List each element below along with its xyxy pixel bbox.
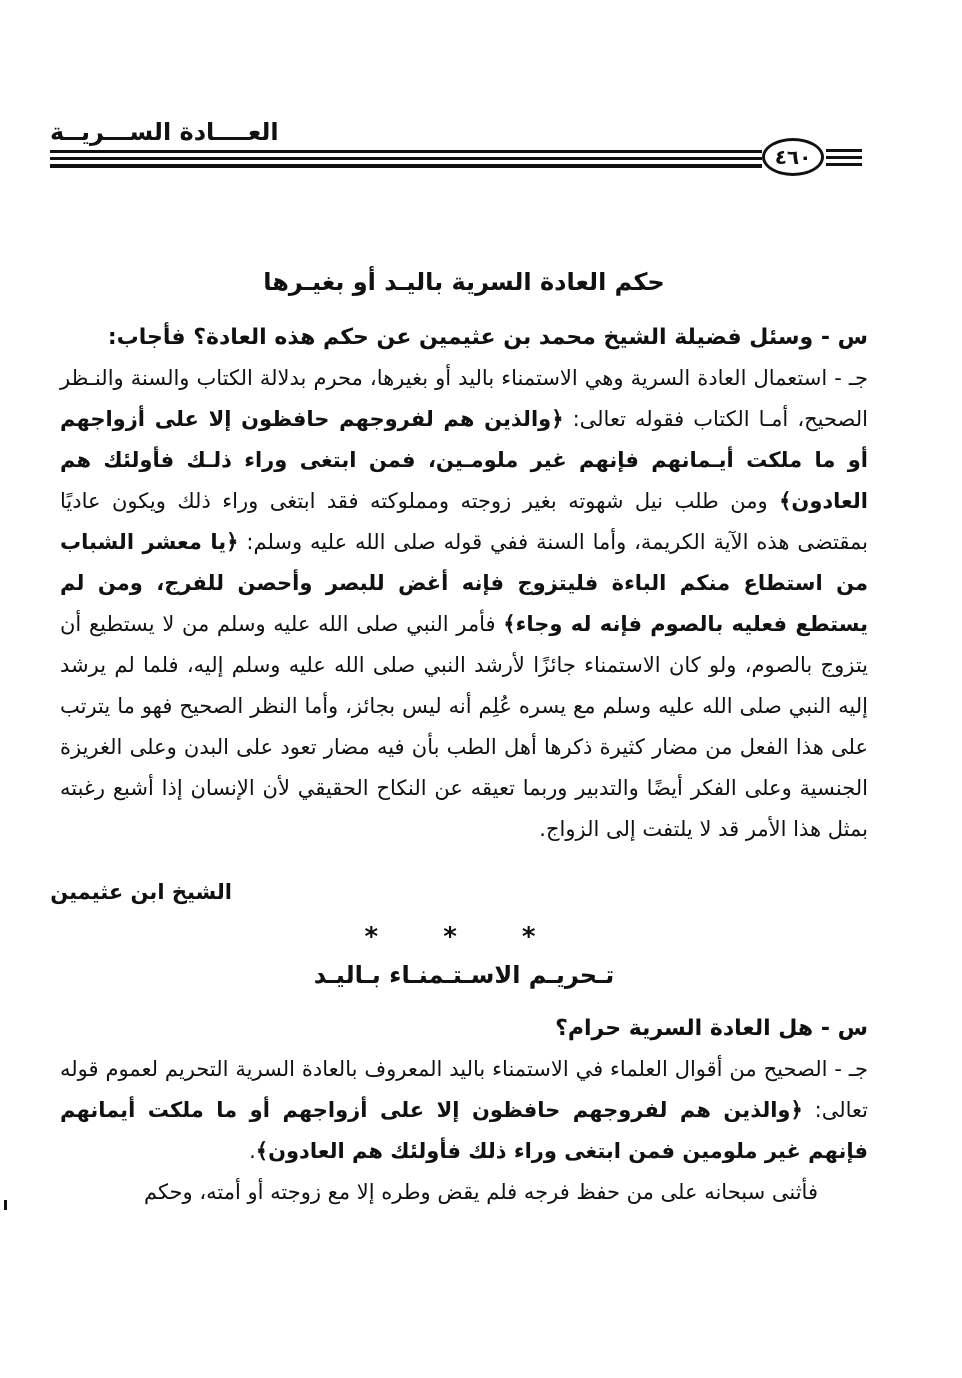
answer-text: ومن طلب نيل شهوته بغير زوجته ومملوكته فقد ابتغى وراء ذلك ويكون عاديًا بمقتضى هذه الآية الكريمة، وأما السنة ففي قوله صلى الله عليه وسلم: <box>60 489 868 554</box>
answer-text: فأمر النبي صلى الله عليه وسلم من لا يستطيع أن يتزوج بالصوم، ولو كان الاستمناء جائزًا لأرشد النبي صلى الله عليه وسلم إليه، فلما لم يرشد إليه النبي صلى الله عليه وسلم مع يسره عُلِم أنه ليس بجائز، وأما النظر الصحيح فهو ما يترتب على هذا الفعل من مضار كثيرة ذكرها أهل الطب بأن فيه مضار تعود على البدن وعلى الغريزة الجنسية وعلى الفكر أيضًا والتدبير وربما تعيقه عن النكاح الحقيقي لأن الإنسان إذا أشبع رغبته بمثل هذا الأمر قد لا يلتفت إلى الزواج. <box>60 612 868 841</box>
section-heading: حكم العادة السرية باليـد أو بغيـرها <box>263 268 665 296</box>
page-number-dashes <box>826 149 862 170</box>
section-separator: * * * <box>364 922 564 952</box>
running-title: العــــادة الســـريــة <box>50 118 279 146</box>
signature: الشيخ ابن عثيمين <box>50 880 232 904</box>
question <box>60 317 868 358</box>
margin-mark <box>4 1200 7 1210</box>
hadith-quote: ﴿يا معشر الشباب من استطاع منكم الباءة فليتزوج فإنه أغض للبصر وأحصن للفرج، ومن لم يستطع فعليه بالصوم فإنه له وجاء﴾ <box>60 530 868 636</box>
section-heading: تـحريـم الاسـتـمنـاء بـاليـد <box>313 961 615 989</box>
answer-paragraph: فأثنى سبحانه على من حفظ فرجه فلم يقض وطره إلا مع زوجته أو أمته، وحكم <box>143 1180 818 1204</box>
question-text: وسئل فضيلة الشيخ محمد بن عثيمين عن حكم هذه العادة؟ فأجاب: <box>107 325 814 350</box>
header-rule <box>50 164 762 168</box>
page-content <box>50 258 868 1213</box>
question-prefix: س - <box>813 325 868 350</box>
answer-paragraph <box>60 1049 868 1172</box>
quran-quote: ﴿والذين هم لفروجهم حافظون إلا على أزواجهم أو ما ملكت أيـمانهم فإنهم غير ملومـين، فمن ابتغى وراء ذلـك فأولئك هم العادون﴾ <box>60 407 868 513</box>
question-prefix: س - <box>813 1016 868 1041</box>
answer-text: جـ - الصحيح من أقوال العلماء في الاستمناء باليد المعروف بالعادة السرية التحريم لعموم قوله تعالى: <box>60 1057 868 1122</box>
answer-text: . <box>249 1139 256 1163</box>
header-rule <box>50 150 762 153</box>
answer-paragraph <box>60 358 868 850</box>
quran-quote: ﴿والذين هم لفروجهم حافظون إلا على أزواجهم أو ما ملكت أيمانهم فإنهم غير ملومين فمن ابتغى وراء ذلك فأولئك هم العادون﴾ <box>60 1098 868 1163</box>
answer-text: جـ - استعمال العادة السرية وهي الاستمناء باليد أو بغيرها، محرم بدلالة الكتاب والسنة والنـظر الصحيح، أمـا الكتاب فقوله تعالى: <box>60 366 868 431</box>
question-text: هل العادة السرية حرام؟ <box>555 1016 814 1041</box>
question <box>60 1008 868 1049</box>
header-rule <box>50 157 762 160</box>
page-number: ٤٦٠ <box>762 138 824 176</box>
page-number-badge <box>762 138 852 182</box>
